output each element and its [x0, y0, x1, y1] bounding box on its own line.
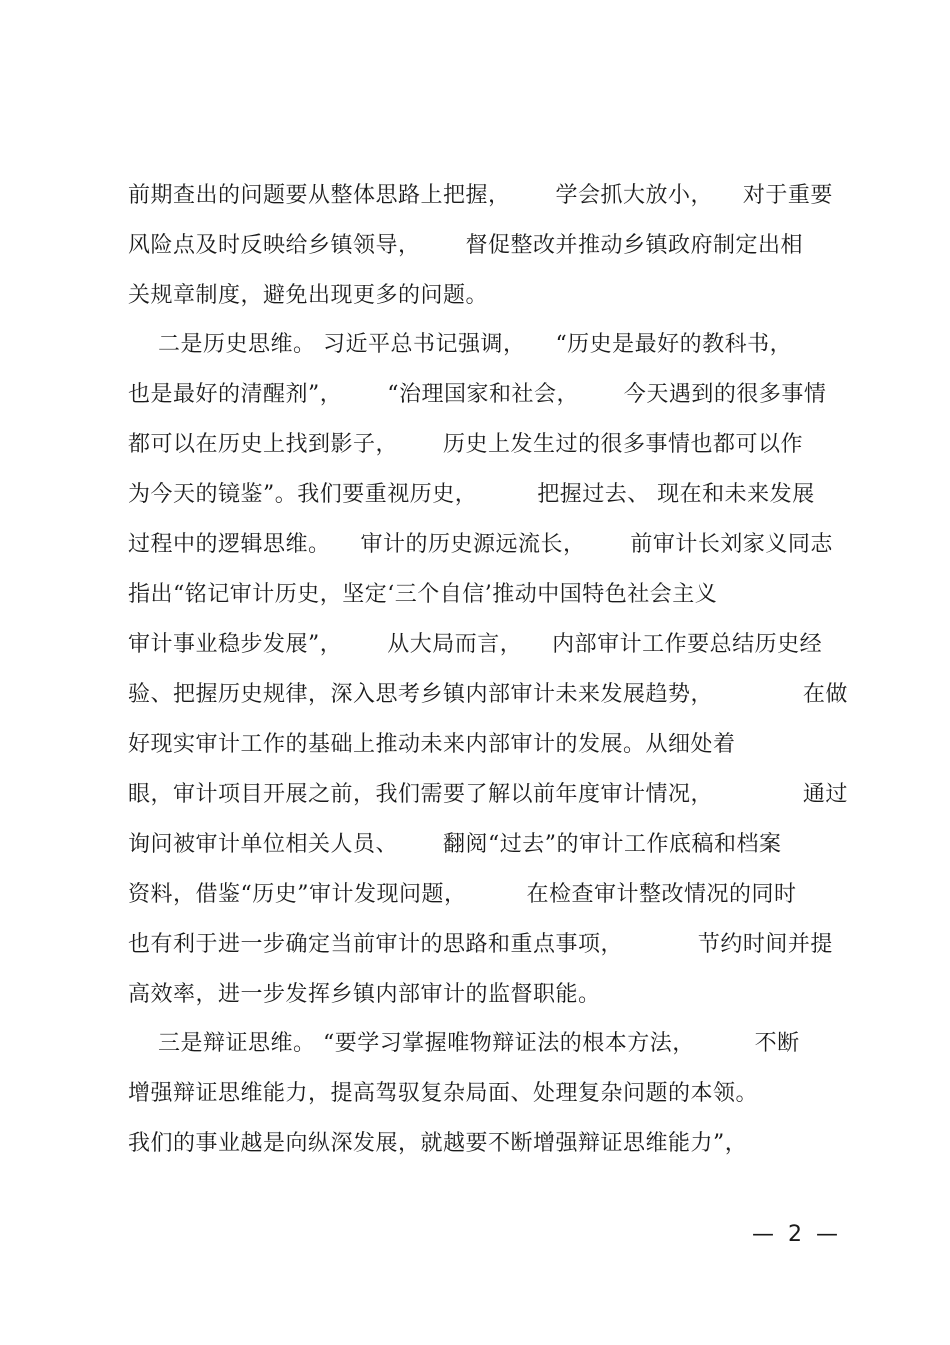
text-line: 过程中的逻辑思维。 审计的历史源远流长， 前审计长刘家义同志: [128, 532, 833, 557]
text-line: 三是辩证思维。 “要学习掌握唯物辩证法的根本方法， 不断: [128, 1031, 800, 1056]
text-line: 高效率，进一步发挥乡镇内部审计的监督职能。: [128, 982, 601, 1007]
text-line: 关规章制度，避免出现更多的问题。: [128, 283, 489, 308]
text-line: 增强辩证思维能力，提高驾驭复杂局面、处理复杂问题的本领。: [128, 1081, 759, 1106]
text-line: 验、把握历史规律，深入思考乡镇内部审计未来发展趋势， 在做: [128, 682, 848, 707]
text-line: 好现实审计工作的基础上推动未来内部审计的发展。从细处着: [128, 732, 736, 757]
text-line: 二是历史思维。 习近平总书记强调， “历史是最好的教科书，: [128, 332, 793, 357]
text-line: 资料，借鉴“历史”审计发现问题， 在检查审计整改情况的同时: [128, 882, 797, 907]
text-line: 也是最好的清醒剂”， “治理国家和社会， 今天遇到的很多事情: [128, 382, 827, 407]
text-line: 为今天的镜鉴”。我们要重视历史， 把握过去、 现在和未来发展: [128, 482, 815, 507]
text-line: 风险点及时反映给乡镇领导， 督促整改并推动乡镇政府制定出相: [128, 233, 803, 258]
text-line: 眼，审计项目开展之前，我们需要了解以前年度审计情况， 通过: [128, 782, 848, 807]
text-line: 指出“铭记审计历史，坚定‘三个自信’推动中国特色社会主义: [128, 582, 718, 607]
text-line: 都可以在历史上找到影子， 历史上发生过的很多事情也都可以作: [128, 432, 803, 457]
page-number: — 2 —: [752, 1222, 838, 1247]
text-line: 审计事业稳步发展”， 从大局而言， 内部审计工作要总结历史经: [128, 632, 823, 657]
text-line: 我们的事业越是向纵深发展，就越要不断增强辩证思维能力”，: [128, 1131, 748, 1156]
text-line: 前期查出的问题要从整体思路上把握， 学会抓大放小， 对于重要: [128, 183, 833, 208]
text-line: 询问被审计单位相关人员、 翻阅“过去”的审计工作底稿和档案: [128, 832, 782, 857]
text-line: 也有利于进一步确定当前审计的思路和重点事项， 节约时间并提: [128, 932, 833, 957]
